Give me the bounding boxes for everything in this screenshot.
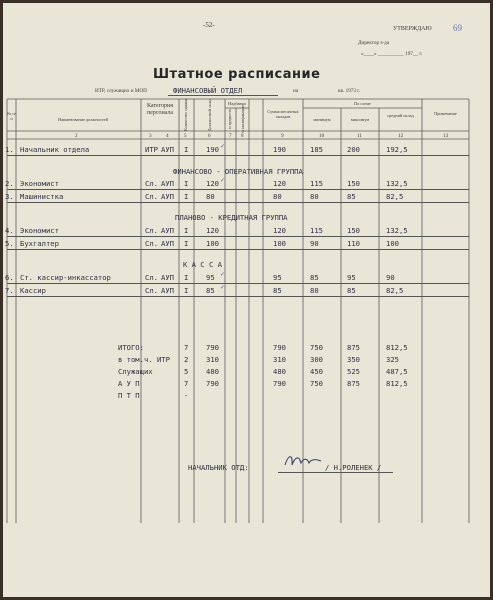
row-no: 1.	[5, 145, 14, 154]
category-group: АУП	[161, 286, 174, 295]
totals-max: 350	[347, 355, 360, 364]
salary: 120	[206, 179, 219, 188]
min: 115	[310, 179, 323, 188]
header-bonus: Надбавки	[228, 101, 246, 106]
max: 85	[347, 192, 356, 201]
category-group: АУП	[161, 179, 174, 188]
totals-min: 750	[310, 343, 323, 352]
totals-avg: 812,5	[386, 343, 408, 352]
page-number: -52-	[203, 21, 215, 29]
sum: 100	[273, 239, 286, 248]
approval-director: Директор з-да	[358, 40, 390, 46]
section-title: К А С С А	[183, 260, 222, 269]
max: 110	[347, 239, 360, 248]
totals-label: ИТОГО:	[118, 343, 144, 352]
position-name: Бухгалтер	[20, 239, 59, 248]
check-mark-icon: ✓	[220, 271, 226, 278]
row-underline	[7, 296, 469, 297]
position-name: Кассир	[20, 286, 46, 295]
sum: 120	[273, 226, 286, 235]
category: Сл.	[145, 239, 158, 248]
section-title: ПЛАНОВО - КРЕДИТНАЯ ГРУППА	[175, 213, 288, 222]
category: Сл.	[145, 273, 158, 282]
max: 150	[347, 179, 360, 188]
totals-max: 525	[347, 367, 360, 376]
totals-salary: 310	[206, 355, 219, 364]
section-title: ФИНАНСОВО - ОПЕРАТИВНАЯ ГРУППА	[173, 167, 303, 176]
col-number: 11	[357, 133, 362, 139]
max: 150	[347, 226, 360, 235]
col-number: 3	[149, 133, 152, 139]
totals-count: 5	[184, 367, 189, 376]
category-group: АУП	[161, 239, 174, 248]
document-page	[3, 3, 490, 597]
header-salary: Должностной оклад	[208, 98, 212, 132]
avg: 100	[386, 239, 399, 248]
header-row-number: № п/п	[7, 111, 16, 121]
totals-count: 2	[184, 355, 189, 364]
col-number: 9	[281, 133, 284, 139]
salary: 95	[206, 273, 215, 282]
totals-count: -	[184, 391, 189, 400]
category: Сл.	[145, 179, 158, 188]
header-note: Примечание	[434, 111, 457, 116]
document-title: Штатное расписание	[153, 67, 321, 82]
archive-stamp-number: 69	[453, 23, 462, 33]
header-name: Наименование должностей	[58, 117, 108, 122]
row-underline	[7, 236, 469, 237]
min: 185	[310, 145, 323, 154]
totals-min: 450	[310, 367, 323, 376]
salary: 120	[206, 226, 219, 235]
avg: 90	[386, 273, 395, 282]
header-bonus-a: за вредность	[228, 108, 232, 130]
header-schemes: По схеме	[354, 101, 371, 106]
category: Сл.	[145, 226, 158, 235]
category: ИТР	[145, 145, 158, 154]
totals-max: 875	[347, 379, 360, 388]
department-name: ФИНАНСОВЫЙ ОТДЕЛ	[173, 86, 243, 95]
check-mark-icon: ✓	[220, 143, 226, 150]
sum: 85	[273, 286, 282, 295]
col-number: 8	[241, 133, 244, 139]
salary: 190	[206, 145, 219, 154]
category: Сл.	[145, 286, 158, 295]
totals-label: П Т П	[118, 391, 140, 400]
row-no: 6.	[5, 273, 14, 282]
row-underline	[7, 189, 469, 190]
count: I	[184, 226, 189, 235]
header-avg: средний оклад	[387, 113, 414, 118]
salary: 80	[206, 192, 215, 201]
avg: 192,5	[386, 145, 408, 154]
table-grid	[3, 3, 490, 597]
min: 85	[310, 273, 319, 282]
subtitle-prefix: ИТР, служащих и МОП	[95, 88, 147, 94]
totals-max: 875	[347, 343, 360, 352]
col-number: 4	[166, 133, 169, 139]
min: 80	[310, 192, 319, 201]
approval-title: УТВЕРЖДАЮ	[393, 26, 432, 32]
row-underline	[7, 202, 469, 203]
totals-avg: 487,5	[386, 367, 408, 376]
totals-sum: 480	[273, 367, 286, 376]
avg: 132,5	[386, 179, 408, 188]
category-group: АУП	[161, 192, 174, 201]
col-number: 5	[184, 133, 187, 139]
max: 85	[347, 286, 356, 295]
category-group: АУП	[161, 273, 174, 282]
check-mark-icon: ✓	[220, 284, 226, 291]
totals-min: 300	[310, 355, 323, 364]
header-category: Категория персонала	[146, 103, 174, 116]
position-name: Экономист	[20, 179, 59, 188]
signature-underline	[278, 472, 393, 473]
header-sum: Сумма месячных окладов	[267, 109, 299, 119]
header-count: Количество единиц	[184, 99, 188, 131]
count: I	[184, 145, 189, 154]
count: I	[184, 273, 189, 282]
count: I	[184, 239, 189, 248]
totals-count: 7	[184, 379, 189, 388]
totals-sum: 790	[273, 343, 286, 352]
signature-role: НАЧАЛЬНИК ОТД:	[188, 463, 249, 472]
totals-label: Служащих	[118, 367, 153, 376]
col-number: 10	[319, 133, 325, 139]
col-number: 12	[398, 133, 404, 139]
category-group: АУП	[161, 226, 174, 235]
row-underline	[7, 249, 469, 250]
min: 115	[310, 226, 323, 235]
category-group: АУП	[161, 145, 174, 154]
salary: 85	[206, 286, 215, 295]
row-no: 3.	[5, 192, 14, 201]
totals-label: А У П	[118, 379, 140, 388]
category: Сл.	[145, 192, 158, 201]
sum: 80	[273, 192, 282, 201]
totals-salary: 790	[206, 379, 219, 388]
salary: 100	[206, 239, 219, 248]
min: 80	[310, 286, 319, 295]
row-no: 5.	[5, 239, 14, 248]
totals-sum: 310	[273, 355, 286, 364]
sum: 120	[273, 179, 286, 188]
signature-name: / Н.РОЛЕНЕК /	[325, 463, 382, 472]
subtitle-year: кв. 1973 г.	[338, 88, 361, 94]
position-name: Машинистка	[20, 192, 64, 201]
position-name: Ст. кассир-инкассатор	[20, 273, 111, 282]
count: I	[184, 192, 189, 201]
totals-salary: 790	[206, 343, 219, 352]
totals-avg: 812,5	[386, 379, 408, 388]
approval-date: «____» __________ 197__ г.	[361, 51, 423, 57]
totals-avg: 325	[386, 355, 399, 364]
totals-salary: 480	[206, 367, 219, 376]
row-no: 2.	[5, 179, 14, 188]
position-name: Начальник отдела	[20, 145, 90, 154]
row-no: 4.	[5, 226, 14, 235]
totals-sum: 790	[273, 379, 286, 388]
header-min: минимум	[313, 117, 331, 122]
col-number: 2	[75, 133, 78, 139]
col-number: 13	[443, 133, 449, 139]
row-underline	[7, 283, 469, 284]
col-number: 6	[208, 133, 211, 139]
count: I	[184, 286, 189, 295]
max: 200	[347, 145, 360, 154]
position-name: Экономист	[20, 226, 59, 235]
col-number: 7	[229, 133, 232, 139]
totals-count: 7	[184, 343, 189, 352]
header-bonus-b: за квалификацию	[241, 104, 245, 134]
subtitle-on: на	[293, 88, 299, 94]
row-underline	[7, 155, 469, 156]
avg: 132,5	[386, 226, 408, 235]
avg: 82,5	[386, 286, 404, 295]
check-mark-icon: ✓	[220, 177, 226, 184]
handwritten-signature	[283, 451, 325, 471]
avg: 82,5	[386, 192, 404, 201]
header-max: максимум	[350, 117, 370, 122]
max: 95	[347, 273, 356, 282]
sum: 190	[273, 145, 286, 154]
totals-min: 750	[310, 379, 323, 388]
count: I	[184, 179, 189, 188]
min: 90	[310, 239, 319, 248]
sum: 95	[273, 273, 282, 282]
totals-label: в том.ч. ИТР	[118, 355, 170, 364]
row-no: 7.	[5, 286, 14, 295]
